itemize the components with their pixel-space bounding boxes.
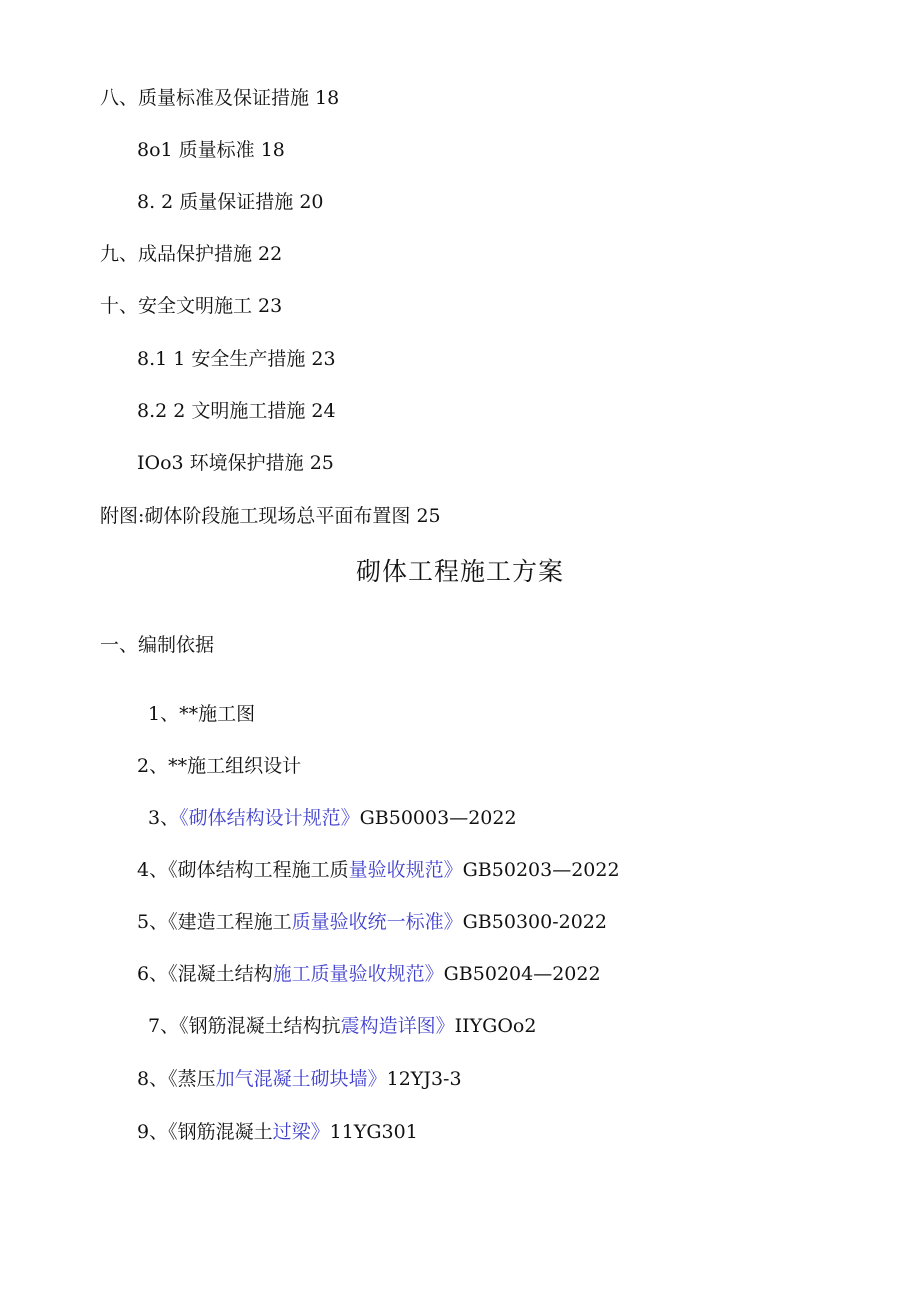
reference-item (137, 910, 607, 934)
reference-item (148, 702, 255, 726)
toc-section-10-3[interactable]: IOo3 环境保护措施 25 (137, 452, 334, 474)
reference-text: 《蒸压 (168, 1068, 216, 1090)
reference-link-text[interactable]: 《砌体结构设计规范》 (179, 807, 360, 829)
reference-item (137, 962, 601, 986)
reference-number: 5、 (137, 911, 169, 933)
document-title: 砌体工程施工方案 (355, 557, 564, 586)
toc-section-10-1[interactable]: 8.1 1 安全生产措施 23 (137, 348, 336, 370)
reference-code: GB50300-2022 (462, 911, 607, 933)
reference-text: 《砌体结构工程施工质 (168, 859, 349, 881)
toc-appendix[interactable]: 附图:砌体阶段施工现场总平面布置图 25 (100, 505, 441, 527)
reference-code: IIYGOo2 (454, 1015, 537, 1037)
reference-number: 7、 (148, 1015, 180, 1037)
reference-number: 2、 (137, 755, 169, 777)
reference-number: 9、 (137, 1121, 169, 1143)
toc-section-8-1[interactable]: 8o1 质量标准 18 (137, 139, 285, 161)
toc-section-10-2[interactable]: 8.2 2 文明施工措施 24 (137, 400, 336, 422)
reference-link-text[interactable]: 量验收规范》 (348, 859, 463, 881)
reference-number: 6、 (137, 963, 169, 985)
reference-number: 8、 (137, 1068, 169, 1090)
reference-item (137, 1120, 418, 1144)
reference-text: 《钢筋混凝土结构抗 (179, 1015, 341, 1037)
reference-link-text[interactable]: 加气混凝土砌块墙》 (215, 1068, 387, 1090)
reference-item (148, 1014, 536, 1038)
reference-link-text[interactable]: 质量验收统一标准》 (291, 911, 463, 933)
reference-item (137, 1067, 462, 1091)
reference-code: GB50204—2022 (443, 963, 601, 985)
reference-code: 12YJ3-3 (386, 1068, 462, 1090)
section-heading-basis: 一、编制依据 (100, 634, 215, 656)
reference-text: 《混凝土结构 (168, 963, 273, 985)
toc-chapter-10[interactable]: 十、安全文明施工 23 (100, 295, 283, 317)
reference-link-text[interactable]: 过梁》 (272, 1121, 330, 1143)
reference-link-text[interactable]: 施工质量验收规范》 (272, 963, 444, 985)
reference-text: **施工组织设计 (168, 755, 302, 777)
reference-text: 《钢筋混凝土 (168, 1121, 273, 1143)
reference-code: GB50203—2022 (462, 859, 620, 881)
reference-number: 4、 (137, 859, 169, 881)
reference-number: 1、 (148, 703, 180, 725)
reference-item (148, 806, 517, 830)
reference-item (137, 754, 301, 778)
toc-chapter-8[interactable]: 八、质量标准及保证措施 18 (100, 87, 340, 109)
reference-link-text[interactable]: 震构造详图》 (340, 1015, 455, 1037)
reference-code: GB50003—2022 (359, 807, 517, 829)
toc-section-8-2[interactable]: 8. 2 质量保证措施 20 (137, 191, 324, 213)
toc-chapter-9[interactable]: 九、成品保护措施 22 (100, 243, 283, 265)
reference-code: 11YG301 (329, 1121, 418, 1143)
reference-item (137, 858, 620, 882)
reference-text: 《建造工程施工 (168, 911, 292, 933)
reference-text: **施工图 (179, 703, 256, 725)
reference-number: 3、 (148, 807, 180, 829)
